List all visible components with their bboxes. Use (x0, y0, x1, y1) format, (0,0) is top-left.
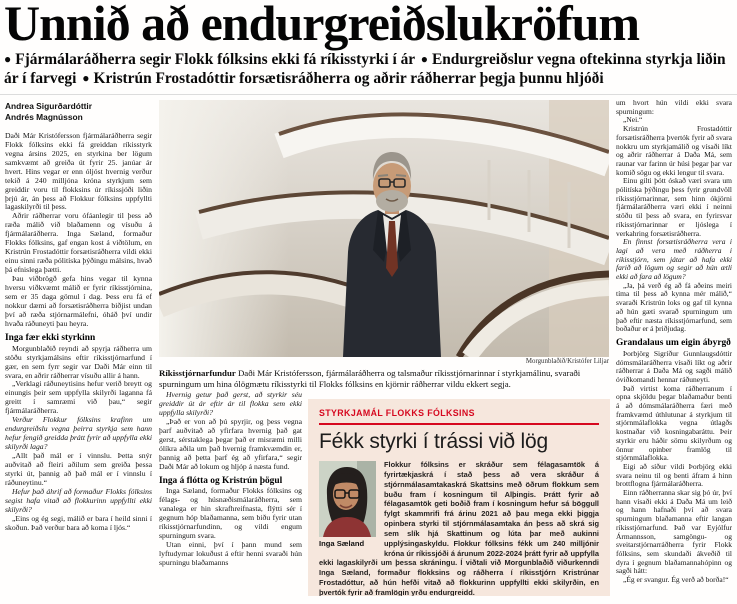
bullet-icon: ● (82, 70, 90, 85)
paragraph: Þorbjörg Sigríður Gunnlaugsdóttir dómsmálaráðherra vísaði líkt og aðrir ráðherrar á Daða Má og sagði málið óviðkomandi hennar ráðuneyti. (616, 348, 732, 384)
portrait-illustration (319, 461, 376, 537)
paragraph: „Eins og ég segi, málið er bara í heild sinni í skoðun. Það verður bara að koma í ljós.“ (5, 513, 152, 532)
deck-item: Fjármálaráðherra segir Flokk fólksins ekki fá ríkisstyrki í ár (15, 51, 415, 68)
factbox-rule (319, 423, 599, 425)
divider (0, 94, 737, 95)
byline (5, 101, 152, 123)
paragraph: „Verklagi ráðuneytisins hefur verið breytt og einungis þeir sem uppfylla skilyrði laganna fá greitt í samræmi við þau,“ segir fjármálaráðherra. (5, 379, 152, 416)
interview-question: Verður Flokkur fólksins krafinn um endurgreiðslu vegna þeirra styrkja sem hann hefur fengið greidda þrátt fyrir að uppfylla ekki skilyrði laga? (5, 415, 152, 452)
paragraph: Utan einni, því í þann mund sem lyftudyrnar lokuðust á eftir henni svaraði hún spurningu blaðamanns (159, 540, 302, 568)
factbox-photo-label: Inga Sæland (319, 539, 365, 549)
page-title: Unnið að endurgreiðslukröfum (4, 0, 640, 51)
interview-question: Hefur það áhrif að formaður Flokks fólksins segist hafa vitað að flokkurinn uppfyllti ekki skilyrði? (5, 486, 152, 514)
paragraph: Daði Már Kristófersson fjármálaráðherra segir Flokk fólksins ekki fá greiddan ríkisstyrk vegna ársins 2025, en styrkina ber lögum samkvæmt að greiða út fyrir 25. janúar ár hvert. Hins vegar er enn óljóst hvernig verður tekið á 240 milljóna króna styrkjum sem greiddir voru til flokksins úr ríkissjóði liðin þrjú ár, án þess að Flokkur fólksins uppfyllti lagaskilyrði til þess. (5, 130, 152, 212)
author-name: Andrea Sigurðardóttir (5, 101, 93, 111)
deck-item: Kristrún Frostadóttir forsætisráðherra og aðrir ráðherrar þegja þunnu hljóði (93, 69, 604, 87)
crosshead: Inga fær ekki styrkinn (5, 332, 96, 343)
crosshead: Grandalaus um eigin ábyrgð (616, 337, 731, 348)
paragraph: „Það er von að þú spyrjir, og þess vegna þarf auðvitað að yfirfara hvernig það gat gerst, sérstaklega þegar það er misræmi milli ólíkra aðila um það hvernig framkvæmdin er, þannig að þetta þarf ég að yfirfara,“ segir Daði Már að lokum og hljóp á næsta fund. (159, 416, 302, 471)
interview-question: Hvernig getur það gerst, að styrkir séu greiddir út ár eftir ár til flokka sem ekki uppfylla skilyrði? (159, 391, 302, 417)
interview-question: En finnst forsætisráðherra vera í lagi að vera með ráðherra í ríkisstjórn, sem játar að hafa ekki farið að lögum og segir að hún ætli ekki að fara að lögum? (616, 237, 732, 282)
paragraph: um hvort hún vildi ekki svara spurningum: (616, 99, 732, 116)
paragraph: „Nei.“ (623, 115, 643, 125)
deck (4, 51, 733, 89)
paragraph: Einu gilti þótt óskað væri svara um pólitíska þýðingu þess fyrir grundvöll ríkisstjórnarinnar, sem hinn ókjörni fjármálaráðherra væri ekki í neinni stöðu til þess að svara, en fyrirsvar ríkisstjórnarinnar er ljóslega í verkahring forsætisráðherra. (616, 176, 732, 238)
crosshead: Inga á flótta og Kristrún þögul (159, 475, 283, 486)
deck-item: Endurgreiðslur vegna oftekinna styrkja liðin ár í farvegi (4, 51, 726, 87)
factbox-kicker: STYRKJAMÁL FLOKKS FÓLKSINS (319, 408, 475, 418)
paragraph: Það virtist koma ráðherranum í opna skjöldu þegar blaðamaður benti á að dómsmálaráðherra færi með framkvæmd úthlutunar á styrkjum til stjórnmálaflokka vegna útlagðs kostnaðar við kosningabaráttu. Þeir styrkir eru háðir sömu skilyrðum og önnur opinber framlög til stjórnmálaflokka. (616, 383, 732, 463)
author-name: Andrés Magnússon (5, 111, 83, 122)
factbox-body: Flokkur fólksins er skráður sem félagasamtök á fyrirtækjaskrá í stað þess að vera skráður á stjórnmálasamtakaskrá Skattsins með öðrum flokkum sem buðu fram í kosningum til Alþingis. Þrátt fyrir að félagasamtök geti boðið fram í kosningum hefur sá böggull fylgt skammrifi frá árinu 2021 að þau mega ekki þiggja opinbera styrki til stjórnmálasamtaka án þess að skrá sig sem slík hjá Skattinum og lúta þar með aukinni upplýsingaskyldu. Flokkur fólksins fékk um 240 milljónir króna úr ríkissjóði á árunum 2022-2024 þrátt fyrir að uppfylla ekki lagaskilyrði um þessa skráningu. Í viðtali við Morgunblaðið viðurkenndi Inga Sæland, formaður flokksins og ráðherra í ríkisstjórn Kristrúnar Frostadóttur, að hún hefði vitað að flokkurinn uppfyllti ekki skilyrðin, en þvertók fyrir að framlögin yrðu endurgreidd. (319, 460, 599, 596)
bullet-icon: ● (420, 52, 428, 66)
paragraph: „Ja, þá verð ég að fá aðeins meiri tíma til þess að kynna mér málið,“ svaraði Kristrún loks og gaf til kynna að hún gæti svarað spurningum um það eftir næsta ríkisstjórnarfund, sem boðaður er á þriðjudag. (616, 280, 732, 334)
paragraph: Kristrún Frostadóttir forsætisráðherra þvertók fyrir að svara nokkru um styrkjamálið og vísaði líkt og aðrir ráðherrar á Daða Má, sem raunar var farinn úr húsi þegar þar var komið sögu og ekki lengur til svara. (616, 124, 732, 177)
paragraph: Eigi að síður vildi Þorbjörg ekki svara neinu til og benti áfram á hinn brottflogna fjármálaráðherra. (616, 461, 732, 489)
paragraph: Morgunblaðið reyndi að spyrja ráðherra um stöðu styrkjamálsins eftir ríkisstjórnarfund í gær, en sem fyrr segir var Daði Már einn til svara, en aðrir ráðherrar vísuðu allir á hann. (5, 343, 152, 380)
photo-illustration (159, 100, 609, 357)
caption-lead: Ríkisstjórnarfundur (159, 368, 236, 378)
photo-caption (159, 368, 609, 390)
bullet-icon: ● (4, 52, 12, 66)
factbox-title: Fékk styrki í trássi við lög (319, 430, 548, 453)
paragraph: „Ég er svangur. Ég verð að borða!“ (623, 575, 729, 585)
paragraph: Aðrir ráðherrar voru ófáanlegir til þess að ræða málið við blaðamenn og vísuðu á fjármálaráðherra. Inga Sæland, formaður Flokks fólksins, gaf engan kost á viðtölum, en Kristrún Frostadóttir forsætisráðherra vildi ekki einu sinni ræða pólitíska þýðingu málsins, hvað þá efnislega þætti. (5, 211, 152, 275)
paragraph: Þau viðbrögð gefa hins vegar til kynna hversu viðkvæmt málið er fyrir ríkisstjórnina, sem er 35 daga gömul í dag. Þess eru fá ef nokkur dæmi að forsætisráðherra biðjist undan því að ræða stjórnarmálefni, óháð því undir hvaða ráðuneyti þau heyra. (5, 274, 152, 328)
paragraph: Einn ráðherranna skar sig þó úr, því hann vísaði ekki á Daða Má um leið og hann hafnaði því að svara spurningum blaðamanna eftir langan ríkisstjórnarfund. Það var Eyjólfur Ármannsson, samgöngu- og sveitarstjórnarráðherra fyrir Flokk fólksins, sem skundaði ákveðið til dyra í gegnum blaðamannahópinn og sagði hátt: (616, 488, 732, 576)
article-column-1 (5, 101, 152, 603)
paragraph: Inga Sæland, formaður Flokks fólksins og félags- og húsnæðismálaráðherra, sem vanalega er hin skrafhreifnasta, flýtti sér í gegnum hóp blaðamanna, sem biðu fyrir utan ríkisstjórnarfundinn, og vildi engum spurningum svara. (159, 486, 302, 541)
article-column-2 (159, 391, 302, 603)
article-photo (159, 100, 609, 357)
article-column-3 (616, 99, 732, 604)
photo-credit: Morgunblaðið/Kristófer Liljar (525, 358, 609, 365)
caption-text: Daði Már Kristófersson, fjármálaráðherra og talsmaður ríkisstjórnarinnar í styrkjamálinu, svaraði spurningum um hina ólögmætu ríkisstyrki til Flokks fólksins en kjörnir ráðherrar vildu ekkert segja. (159, 368, 581, 389)
factbox (308, 399, 610, 596)
factbox-photo (319, 461, 376, 548)
paragraph: „Allt það mál er í vinnslu. Þetta snýr auðvitað að fleiri aðilum sem greiða þessa styrki út, þannig að það mál er í vinnslu í ráðuneytinu.“ (5, 451, 152, 487)
